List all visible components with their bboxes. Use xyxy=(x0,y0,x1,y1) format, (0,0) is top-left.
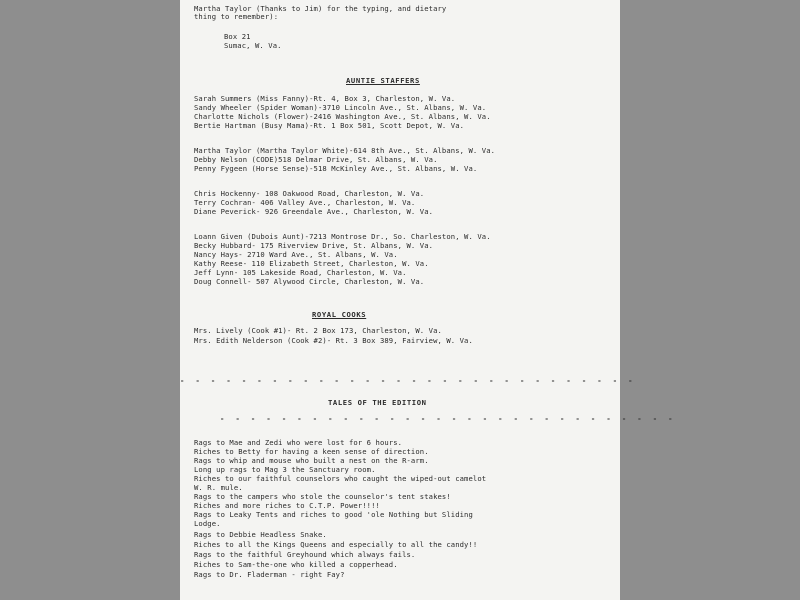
tale-line: Lodge. xyxy=(194,519,221,528)
dashed-divider: - - - - - - - - - - - - - - - - - - - - - - - - - - - - - - xyxy=(180,376,636,385)
staffer-entry: Doug Connell- 507 Alywood Circle, Charleston, W. Va. xyxy=(194,277,425,286)
tale-line: Rags to whip and mouse who built a nest on the R-arm. xyxy=(194,456,429,465)
tale-line: Rags to Debbie Headless Snake. xyxy=(194,530,327,539)
staffer-entry: Bertie Hartman (Busy Mama)-Rt. 1 Box 501, Scott Depot, W. Va. xyxy=(194,121,465,130)
tale-line: Long up rags to Mag 3 the Sanctuary room. xyxy=(194,465,376,474)
staffer-entry: Terry Cochran- 406 Valley Ave., Charleston, W. Va. xyxy=(194,198,416,207)
staffer-entry: Diane Peverick- 926 Greendale Ave., Charleston, W. Va. xyxy=(194,207,434,216)
top-note-line-1: Martha Taylor (Thanks to Jim) for the typing, and dietary xyxy=(194,4,447,13)
return-address-line-2: Sumac, W. Va. xyxy=(224,41,282,50)
tale-line: Rags to the faithful Greyhound which always fails. xyxy=(194,550,416,559)
return-address-line-1: Box 21 xyxy=(224,32,251,41)
cook-entry: Mrs. Lively (Cook #1)- Rt. 2 Box 173, Charleston, W. Va. xyxy=(194,326,442,335)
tale-line: Rags to the campers who stole the counselor's tent stakes! xyxy=(194,492,451,501)
section-heading-tales: TALES OF THE EDITION xyxy=(328,398,427,407)
tale-line: Riches and more riches to C.T.P. Power!!!! xyxy=(194,501,380,510)
staffer-entry: Sandy Wheeler (Spider Woman)-3710 Lincoln Ave., St. Albans, W. Va. xyxy=(194,103,487,112)
cook-entry: Mrs. Edith Nelderson (Cook #2)- Rt. 3 Box 389, Fairview, W. Va. xyxy=(194,336,473,345)
tale-line: Riches to Sam-the-one who killed a copperhead. xyxy=(194,560,398,569)
staffer-entry: Jeff Lynn- 105 Lakeside Road, Charleston, W. Va. xyxy=(194,268,407,277)
staffer-entry: Chris Hockenny- 108 Oakwood Road, Charleston, W. Va. xyxy=(194,189,425,198)
staffer-entry: Charlotte Nichols (Flower)-2416 Washington Ave., St. Albans, W. Va. xyxy=(194,112,491,121)
staffer-entry: Loann Given (Dubois Aunt)-7213 Montrose Dr., So. Charleston, W. Va. xyxy=(194,232,491,241)
tale-line: W. R. mule. xyxy=(194,483,243,492)
tale-line: Rags to Dr. Fladerman - right Fay? xyxy=(194,570,345,579)
document-page xyxy=(180,0,676,600)
tale-line: Riches to our faithful counselors who caught the wiped-out camelot xyxy=(194,474,487,483)
staffer-entry: Martha Taylor (Martha Taylor White)-614 8th Ave., St. Albans, W. Va. xyxy=(194,146,496,155)
section-heading-cooks: ROYAL COOKS xyxy=(312,310,367,319)
section-heading-staffers: AUNTIE STAFFERS xyxy=(346,76,420,85)
staffer-entry: Debby Nelson (CODE)518 Delmar Drive, St. Albans, W. Va. xyxy=(194,155,438,164)
staffer-entry: Becky Hubbard- 175 Riverview Drive, St. Albans, W. Va. xyxy=(194,241,434,250)
dashed-divider: - - - - - - - - - - - - - - - - - - - - - - - - - - - - - - xyxy=(220,414,676,423)
tale-line: Riches to Betty for having a keen sense of direction. xyxy=(194,447,429,456)
tale-line: Rags to Mae and Zedi who were lost for 6 hours. xyxy=(194,438,403,447)
staffer-entry: Nancy Hays- 2710 Ward Ave., St. Albans, W. Va. xyxy=(194,250,398,259)
tale-line: Riches to all the Kings Queens and especially to all the candy!! xyxy=(194,540,478,549)
staffer-entry: Sarah Summers (Miss Fanny)-Rt. 4, Box 3, Charleston, W. Va. xyxy=(194,94,456,103)
staffer-entry: Penny Fygeen (Horse Sense)-518 McKinley Ave., St. Albans, W. Va. xyxy=(194,164,478,173)
staffer-entry: Kathy Reese- 110 Elizabeth Street, Charleston, W. Va. xyxy=(194,259,429,268)
tale-line: Rags to Leaky Tents and riches to good 'ole Nothing but Sliding xyxy=(194,510,473,519)
top-note-line-2: thing to remember): xyxy=(194,12,279,21)
